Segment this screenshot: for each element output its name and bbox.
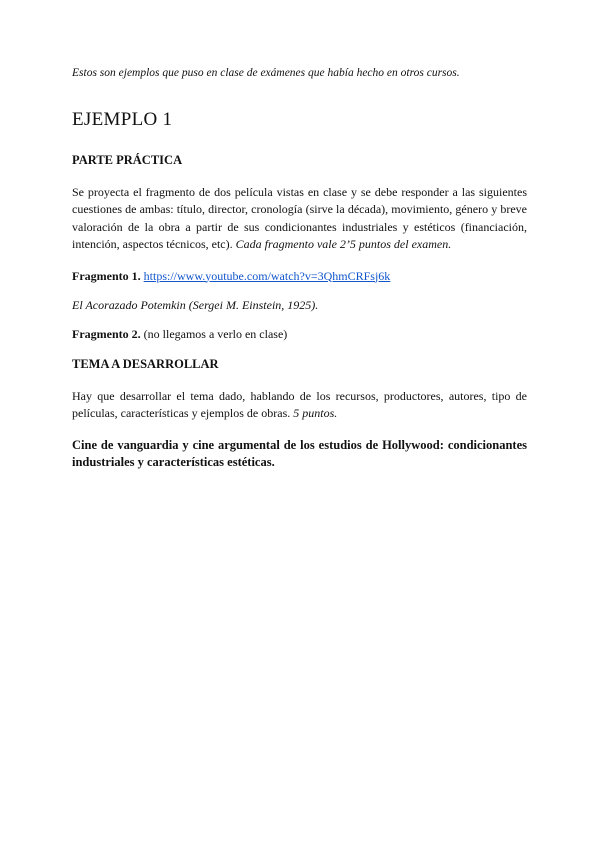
essay-instructions — [72, 388, 527, 423]
fragment-2 — [72, 326, 527, 343]
essay-topic: Cine de vanguardia y cine argumental de los estudios de Hollywood: condicionantes industriales y características estéticas. — [72, 437, 527, 470]
fragment-2-note: (no llegamos a verlo en clase) — [143, 327, 288, 342]
fragment-1 — [72, 268, 527, 285]
essay-heading: TEMA A DESARROLLAR — [72, 356, 219, 371]
essay-body: Hay que desarrollar el tema dado, hablando de los recursos, productores, autores, tipo de películas, características y ejemplos de obras. — [72, 388, 527, 421]
practical-heading: PARTE PRÁCTICA — [72, 152, 183, 167]
document-content — [72, 66, 527, 486]
fragment-2-label: Fragmento 2. — [72, 327, 141, 342]
example-title: EJEMPLO 1 — [72, 108, 173, 130]
fragment-1-link[interactable]: https://www.youtube.com/watch?v=3QhmCRFsj6k — [143, 268, 391, 283]
fragment-1-label: Fragmento 1. — [72, 268, 141, 283]
practical-body: Se proyecta el fragmento de dos película vistas en clase y se debe responder a las siguientes cuestiones de ambas: título, director, cronología (sirve la década), movimiento, género y breve valoración de la obra a partir de sus condicionantes industriales y estéticos (financiación, intención, aspectos técnicos, etc). — [72, 184, 527, 252]
practical-score-note: Cada fragmento vale 2’5 puntos del examen. — [235, 237, 452, 252]
fragment-1-film: El Acorazado Potemkin (Sergei M. Einstein, 1925). — [72, 297, 319, 312]
essay-score-note: 5 puntos. — [293, 406, 338, 421]
practical-instructions — [72, 184, 527, 254]
intro-note: Estos son ejemplos que puso en clase de exámenes que había hecho en otros cursos. — [72, 67, 460, 79]
